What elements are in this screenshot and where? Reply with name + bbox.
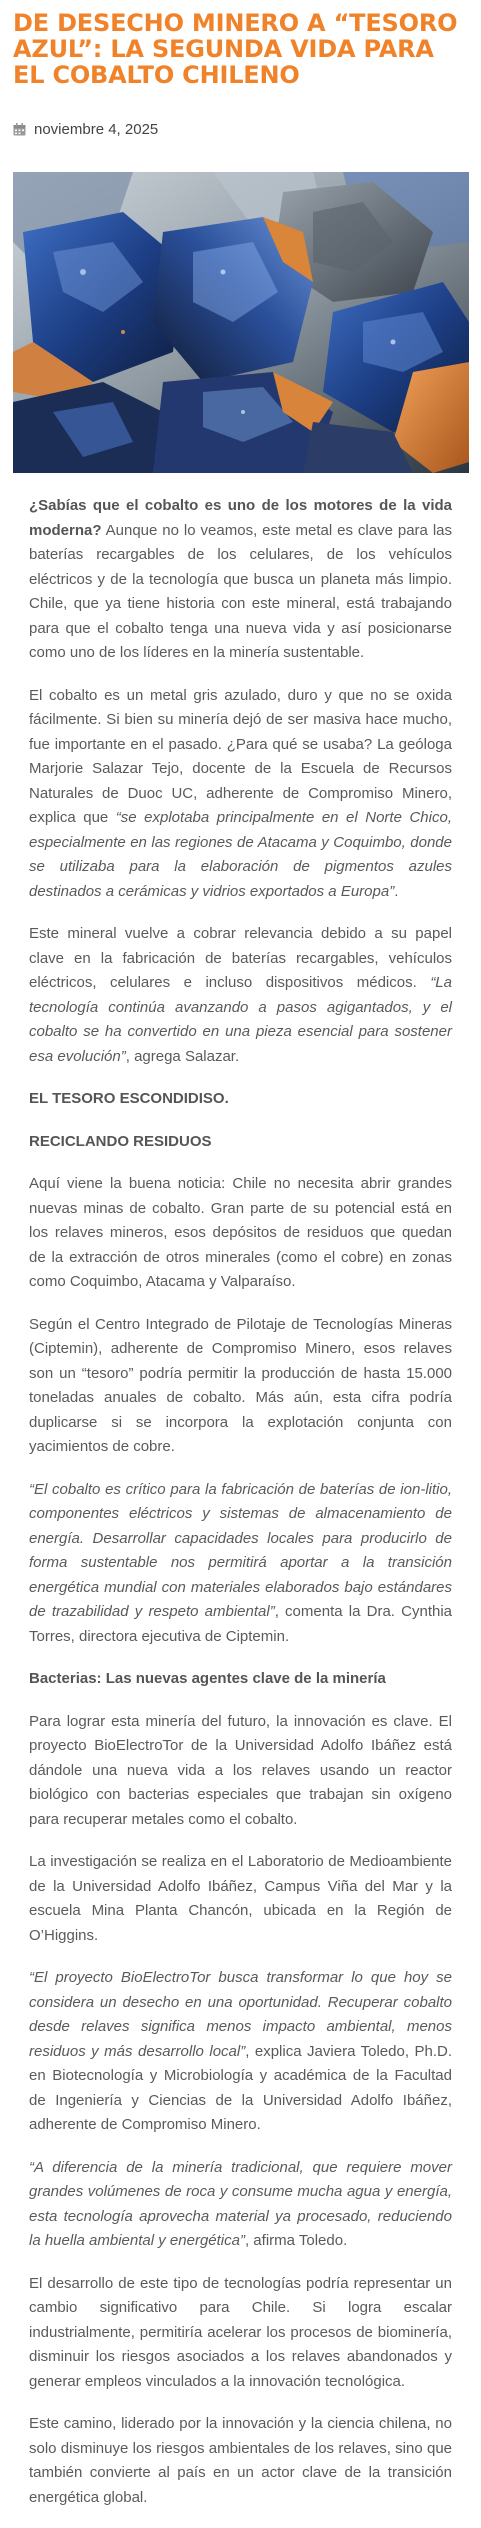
paragraph-2: El cobalto es un metal gris azulado, duro y que no se oxida fácilmente. Si bien su minería dejó de ser masiva hace mucho, fue importante en el pasado. ¿Para qué se usaba? La geóloga Marjorie Salazar Tejo, docente de la Escuela de Recursos Naturales de Duoc UC, adherente de Compromiso Minero, explica que “se explotaba principalmente en el Norte Chico, especialmente en las regiones de Atacama y Coquimbo, donde se utilizaba para la elaboración de pigmentos azules destinados a cerámicas y vidrios exportados a Europa”.	[29, 686, 452, 900]
paragraph-9: “El proyecto BioElectroTor busca transformar lo que hoy se considera un desecho en una oportunidad. Recuperar cobalto desde relaves significa menos impacto ambiental, menos residuos y más desarrollo local”, explica Javiera Toledo, Ph.D. en Biotecnología y Microbiología y académica de la Facultad de Ingeniería y Ciencias de la Universidad Adolfo Ibáñez, adherente de Compromiso Minero.	[29, 1969, 453, 2133]
section-heading-reciclando: RECICLANDO RESIDUOS	[29, 1132, 212, 1150]
post-date-text: noviembre 4, 2025	[34, 121, 159, 138]
paragraph-11: El desarrollo de este tipo de tecnologías podría representar un cambio significativo para Chile. Si logra escalar industrialmente, permitiría acelerar los procesos de biominería, disminuir los riesgos asociados a los relaves abandonados y generar empleos vinculados a la innovación tecnológica.	[29, 2274, 452, 2390]
paragraph-5: Según el Centro Integrado de Pilotaje de Tecnologías Mineras (Ciptemin), adherente de Compromiso Minero, esos relaves son un “tesoro” podría permitir la producción de hasta 15.000 toneladas anuales de cobalto. Más aún, esta cifra podría duplicarse si se incorpora la explotación conjunta con yacimientos de cobre.	[29, 1315, 452, 1455]
quote: “El cobalto es crítico para la fabricación de baterías de ion-litio, componentes eléctricos y sistemas de almacenamiento de energía. Desarrollar capacidades locales para producirlo de forma sustentable nos permitirá aportar a la transición energética mundial con materiales elaborados bajo estándares de trazabilidad y respeto ambiental”	[29, 1480, 452, 1620]
paragraph-12: Este camino, liderado por la innovación y la ciencia chilena, no solo disminuye los riesgos ambientales de los relaves, sino que también convierte al país en un actor clave de la transición energética global.	[29, 2415, 452, 2506]
quote: “se explotaba principalmente en el Norte Chico, especialmente en las regiones de Atacama y Coquimbo, donde se utilizaba para la elaboración de pigmentos azules destinados a cerámicas y vidrios exportados a Europa”	[29, 809, 452, 900]
paragraph-1-lead: ¿Sabías que el cobalto es uno de los motores de la vida moderna?	[29, 497, 452, 539]
quote: “El proyecto BioElectroTor busca transformar lo que hoy se considera un desecho en una oportunidad. Recuperar cobalto desde relaves significa menos impacto ambiental, menos residuos y más desarrollo local”	[29, 1969, 452, 2060]
paragraph-3: Este mineral vuelve a cobrar relevancia debido a su papel clave en la fabricación de baterías recargables, vehículos eléctricos, celulares e incluso dispositivos médicos. “La tecnología continúa avanzando a pasos agigantados, y el cobalto se ha convertido en una pieza esencial para sostener esa evolución”, agrega Salazar.	[29, 925, 452, 1065]
quote: “La tecnología continúa avanzando a pasos agigantados, y el cobalto se ha convertido en una pieza esencial para sostener esa evolución”	[29, 974, 452, 1065]
paragraph-1: ¿Sabías que el cobalto es uno de los motores de la vida moderna? Aunque no lo veamos, este metal es clave para las baterías recargables de los celulares, de los vehículos eléctricos y de la tecnología que busca un planeta más limpio. Chile, que ya tiene historia con este mineral, está trabajando para que el cobalto tenga una nueva vida y así posicionarse como uno de los líderes en la minería sustentable.	[29, 497, 452, 661]
section-heading-bacterias: Bacterias: Las nuevas agentes clave de la minería	[29, 1670, 386, 1687]
paragraph-10: “A diferencia de la minería tradicional, que requiere mover grandes volúmenes de roca y consume mucha agua y energía, esta tecnología aprovecha material ya procesado, reduciendo la huella ambiental y energética”, afirma Toledo.	[29, 2158, 452, 2249]
section-heading-tesoro: EL TESORO ESCONDIDISO.	[29, 1090, 229, 1107]
paragraph-4: Aquí viene la buena noticia: Chile no necesita abrir grandes nuevas minas de cobalto. Gran parte de su potencial está en los relaves mineros, esos depósitos de residuos que quedan de la extracción de otros minerales (como el cobre) en zonas como Coquimbo, Atacama y Valparaíso.	[29, 1175, 452, 1290]
calendar-icon	[13, 123, 26, 136]
quote: “A diferencia de la minería tradicional, que requiere mover grandes volúmenes de roca y consume mucha agua y energía, esta tecnología aprovecha material ya procesado, reduciendo la huella ambiental y energética”	[29, 2158, 452, 2249]
article-title: DE DESECHO MINERO A “TESORO AZUL”: LA SEGUNDA VIDA PARA EL COBALTO CHILENO	[13, 9, 458, 89]
post-date	[13, 121, 158, 138]
paragraph-7: Para lograr esta minería del futuro, la innovación es clave. El proyecto BioElectroTor de la Universidad Adolfo Ibáñez está dándole una nueva vida a los relaves usando un reactor biológico con bacterias especiales que trabajan sin oxígeno para recuperar metales como el cobalto.	[29, 1712, 452, 1828]
paragraph-6: “El cobalto es crítico para la fabricación de baterías de ion-litio, componentes eléctricos y sistemas de almacenamiento de energía. Desarrollar capacidades locales para producirlo de forma sustentable nos permitirá aportar a la transición energética mundial con materiales elaborados bajo estándares de trazabilidad y respeto ambiental”, comenta la Dra. Cynthia Torres, directora ejecutiva de Ciptemin.	[29, 1480, 452, 1645]
hero-image-cobalt-rocks	[13, 172, 469, 473]
article-body	[29, 494, 452, 2528]
paragraph-8: La investigación se realiza en el Laboratorio de Medioambiente de la Universidad Adolfo Ibáñez, Campus Viña del Mar y la escuela Mina Planta Chancón, ubicada en la Región de O’Higgins.	[29, 1853, 452, 1944]
